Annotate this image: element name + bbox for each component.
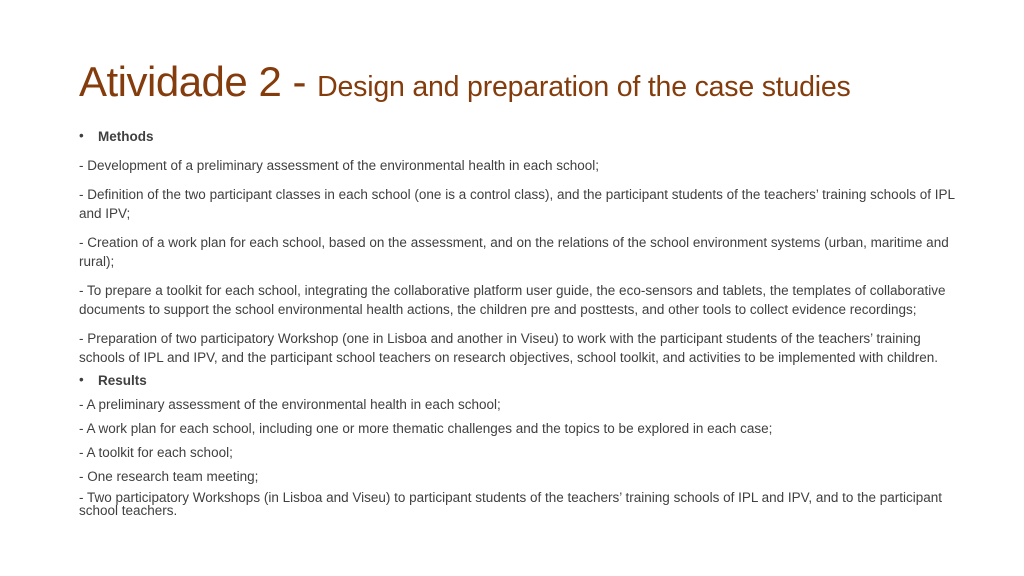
slide-content xyxy=(79,127,959,517)
title-subtitle: Design and preparation of the case studies xyxy=(317,71,851,103)
bullet-icon: • xyxy=(79,372,84,387)
bullet-icon: • xyxy=(79,128,84,143)
methods-item: - Creation of a work plan for each school, based on the assessment, and on the relations of the school environment systems (urban, maritime and rural); xyxy=(79,235,949,269)
methods-item: - Preparation of two participatory Workshop (one in Lisboa and another in Viseu) to work with the participant students of the teachers’ training schools of IPL and IPV, and the participant school teachers on research objectives, school toolkit, and activities to be implemented with children. xyxy=(79,331,938,365)
results-heading xyxy=(79,371,959,390)
results-item: - A toolkit for each school; xyxy=(79,445,233,460)
methods-item: - Development of a preliminary assessment of the environmental health in each school; xyxy=(79,158,600,173)
results-item: - One research team meeting; xyxy=(79,469,259,484)
results-item: - A preliminary assessment of the environmental health in each school; xyxy=(79,397,501,412)
slide-title xyxy=(79,58,999,106)
methods-item: - Definition of the two participant classes in each school (one is a control class), and the participant students of the teachers’ training schools of IPL and IPV; xyxy=(79,187,955,221)
results-heading-label: Results xyxy=(98,373,147,388)
title-main: Atividade 2 - xyxy=(79,58,318,105)
results-item: - A work plan for each school, including one or more thematic challenges and the topics to be explored in each case; xyxy=(79,421,773,436)
methods-item: - To prepare a toolkit for each school, integrating the collaborative platform user guide, the eco-sensors and tablets, the templates of collaborative documents to support the school environmental health actions, the children pre and posttests, and other tools to collect evidence recordings; xyxy=(79,283,946,317)
results-item: - Two participatory Workshops (in Lisboa and Viseu) to participant students of the teachers’ training schools of IPL and IPV, and to the participant school teachers. xyxy=(79,490,942,518)
methods-heading-label: Methods xyxy=(98,129,154,144)
methods-heading xyxy=(79,127,959,146)
